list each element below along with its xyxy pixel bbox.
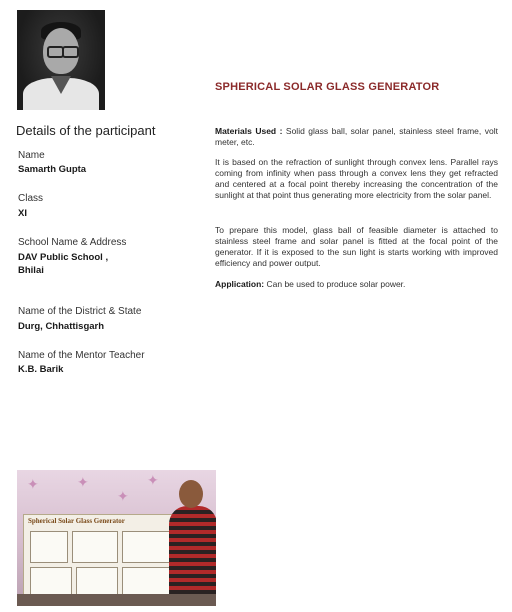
- materials-label: Materials Used :: [215, 126, 283, 136]
- participant-class: XI: [18, 208, 27, 219]
- name-label: Name: [18, 150, 45, 161]
- exhibit-photo: [17, 470, 216, 606]
- application-text: Can be used to produce solar power.: [266, 279, 406, 289]
- school-label: School Name & Address: [18, 237, 127, 248]
- mentor-label: Name of the Mentor Teacher: [18, 350, 145, 361]
- participant-photo: [17, 10, 105, 110]
- district-label: Name of the District & State: [18, 306, 142, 317]
- participant-name: Samarth Gupta: [18, 164, 87, 175]
- preparation-paragraph: To prepare this model, glass ball of feasible diameter is attached to stainless steel frame and solar panel is fitted at the focal point of the generator. If it is exposed to the sun light is starts working with improved efficiency and power output.: [215, 225, 498, 268]
- poster-title: Spherical Solar Glass Generator: [28, 517, 125, 525]
- application-label: Application:: [215, 279, 265, 289]
- description-paragraph: It is based on the refraction of sunlight through convex lens. Parallel rays coming from infinity when pass through a convex lens they get refracted and centered at a focal point thereby increasing the concentration of the sunlight at that point thus generating more electricity from the solar panel.: [215, 157, 498, 200]
- mentor-name: K.B. Barik: [18, 364, 64, 375]
- school-name: DAV Public School ,: [18, 252, 109, 263]
- project-title: SPHERICAL SOLAR GLASS GENERATOR: [215, 81, 440, 93]
- wall-decoration-icon: ✦: [77, 474, 89, 490]
- materials-text: Solid glass ball, solar panel, stainless steel frame, volt meter, etc.: [215, 126, 498, 147]
- materials-paragraph: [215, 126, 498, 148]
- details-heading: Details of the participant: [16, 123, 156, 138]
- wall-decoration-icon: ✦: [27, 476, 39, 492]
- project-poster: [23, 514, 177, 606]
- wall-decoration-icon: ✦: [117, 488, 129, 504]
- school-city: Bhilai: [18, 265, 44, 276]
- class-label: Class: [18, 193, 44, 204]
- participant-at-exhibit: [167, 478, 216, 606]
- district-value: Durg, Chhattisgarh: [18, 321, 105, 332]
- application-paragraph: [215, 279, 498, 290]
- wall-decoration-icon: ✦: [147, 472, 159, 488]
